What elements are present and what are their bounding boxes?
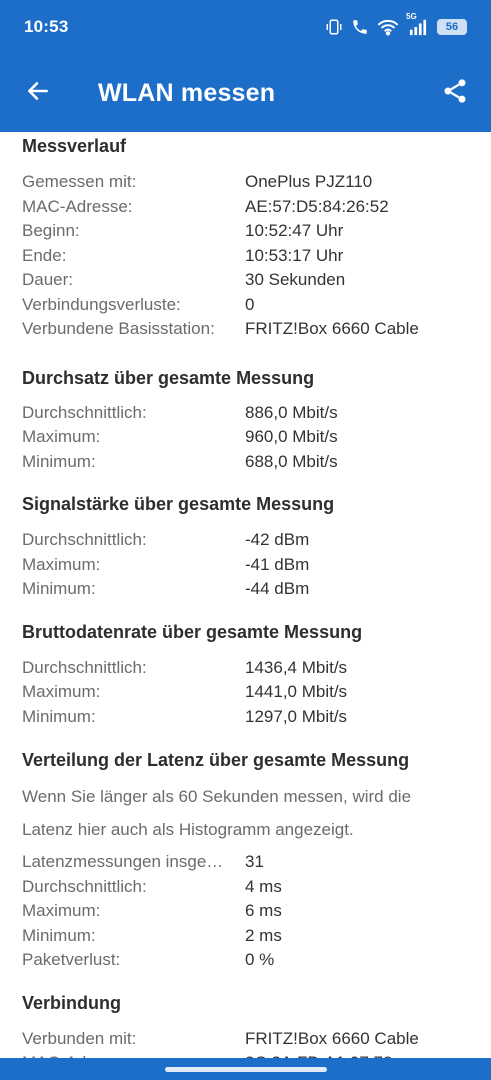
info-row [22, 244, 469, 269]
row-label: Minimum: [22, 579, 96, 598]
row-value: 1297,0 Mbit/s [245, 706, 348, 726]
section-bruttodatenrate [22, 602, 469, 730]
row-label: Maximum: [22, 682, 101, 701]
row-label: Minimum: [22, 925, 96, 945]
row-label: Durchschnittlich: [22, 530, 147, 549]
section-title: Durchsatz über gesamte Messung [22, 367, 315, 388]
info-row [22, 577, 469, 602]
info-row [22, 401, 469, 426]
row-value: FRITZ!Box 6660 Cable [245, 319, 419, 338]
section-durchsatz [22, 342, 469, 475]
info-row [22, 656, 469, 681]
row-value: 10:53:17 Uhr [245, 245, 344, 265]
info-row [22, 219, 469, 244]
row-value: 1436,4 Mbit/s [245, 657, 348, 677]
info-row [22, 1027, 469, 1052]
row-label: Maximum: [22, 901, 101, 920]
row-value: -42 dBm [245, 530, 310, 549]
row-value: 30 Sekunden [245, 270, 346, 289]
row-value: 0 % [245, 950, 275, 969]
row-label: Durchschnittlich: [22, 402, 147, 422]
row-value: 0 [245, 294, 255, 314]
row-value: 6 ms [245, 901, 282, 920]
info-row [22, 705, 469, 730]
arrow-left-icon [25, 78, 51, 109]
wifi-icon [377, 18, 399, 36]
info-row [22, 317, 469, 342]
info-row [22, 528, 469, 553]
section-signalstaerke [22, 474, 469, 602]
row-value: AE:57:D5:84:26:52 [245, 196, 389, 216]
section-title: Bruttodatenrate über gesamte Messung [22, 621, 363, 642]
row-label: Durchschnittlich: [22, 876, 147, 896]
row-value: 886,0 Mbit/s [245, 402, 338, 422]
latency-note-line: Wenn Sie länger als 60 Sekunden messen, wird die [22, 787, 412, 806]
section-title: Messverlauf [22, 136, 127, 156]
info-row [22, 899, 469, 924]
row-value: 10:52:47 Uhr [245, 221, 344, 240]
info-row [22, 170, 469, 195]
info-row [22, 268, 469, 293]
home-gesture-handle[interactable] [165, 1067, 327, 1072]
section-title: Verbindung [22, 992, 121, 1013]
cellular-signal-icon [406, 12, 429, 36]
battery-icon: 56 [437, 19, 467, 35]
section-messverlauf [22, 132, 469, 342]
page-title: WLAN messen [98, 78, 276, 107]
share-button[interactable] [419, 54, 491, 132]
section-latenz [22, 729, 469, 973]
row-label: Maximum: [22, 554, 101, 574]
row-label: Minimum: [22, 451, 96, 471]
row-value: 2 ms [245, 925, 282, 945]
row-value: 31 [245, 852, 264, 871]
info-row [22, 293, 469, 318]
app-bar [0, 54, 491, 132]
share-icon [441, 77, 469, 110]
row-value: OnePlus PJZ110 [245, 172, 373, 191]
row-label: Durchschnittlich: [22, 657, 147, 677]
gesture-nav-bar [0, 1058, 491, 1080]
info-row [22, 680, 469, 705]
row-label: Verbundene Basisstation: [22, 319, 215, 338]
row-label: Gemessen mit: [22, 172, 137, 191]
wifi-calling-icon [351, 18, 369, 36]
row-label: Beginn: [22, 221, 80, 240]
info-row [22, 875, 469, 900]
row-label: Verbindungsverluste: [22, 294, 181, 314]
status-time: 10:53 [24, 17, 69, 36]
row-label: Minimum: [22, 706, 96, 726]
status-icons [325, 12, 467, 36]
row-value: -41 dBm [245, 554, 310, 574]
row-value: -44 dBm [245, 579, 310, 598]
status-bar [0, 0, 491, 54]
row-label: Dauer: [22, 270, 74, 289]
info-row [22, 924, 469, 949]
row-label: Verbunden mit: [22, 1028, 137, 1048]
info-row [22, 195, 469, 220]
row-value: 4 ms [245, 876, 282, 896]
section-title: Verteilung der Latenz über gesamte Messung [22, 750, 410, 770]
info-row [22, 948, 469, 973]
latency-note-line: Latenz hier auch als Histogramm angezeigt. [22, 820, 354, 839]
back-button[interactable] [0, 54, 76, 132]
row-label: Latenzmessungen insge… [22, 852, 224, 871]
info-row [22, 450, 469, 475]
row-value: 688,0 Mbit/s [245, 451, 338, 471]
network-type-label: 5G [406, 12, 417, 21]
row-value: FRITZ!Box 6660 Cable [245, 1028, 419, 1048]
row-label: Paketverlust: [22, 950, 121, 969]
info-row [22, 425, 469, 450]
info-row [22, 553, 469, 578]
vibrate-icon [325, 18, 343, 36]
info-row [22, 850, 469, 875]
row-label: Ende: [22, 245, 67, 265]
row-value: 960,0 Mbit/s [245, 427, 338, 446]
row-label: Maximum: [22, 427, 101, 446]
row-label: MAC-Adresse: [22, 196, 133, 216]
section-title: Signalstärke über gesamte Messung [22, 494, 335, 514]
measurement-details[interactable] [0, 132, 491, 1058]
row-value: 1441,0 Mbit/s [245, 682, 348, 701]
